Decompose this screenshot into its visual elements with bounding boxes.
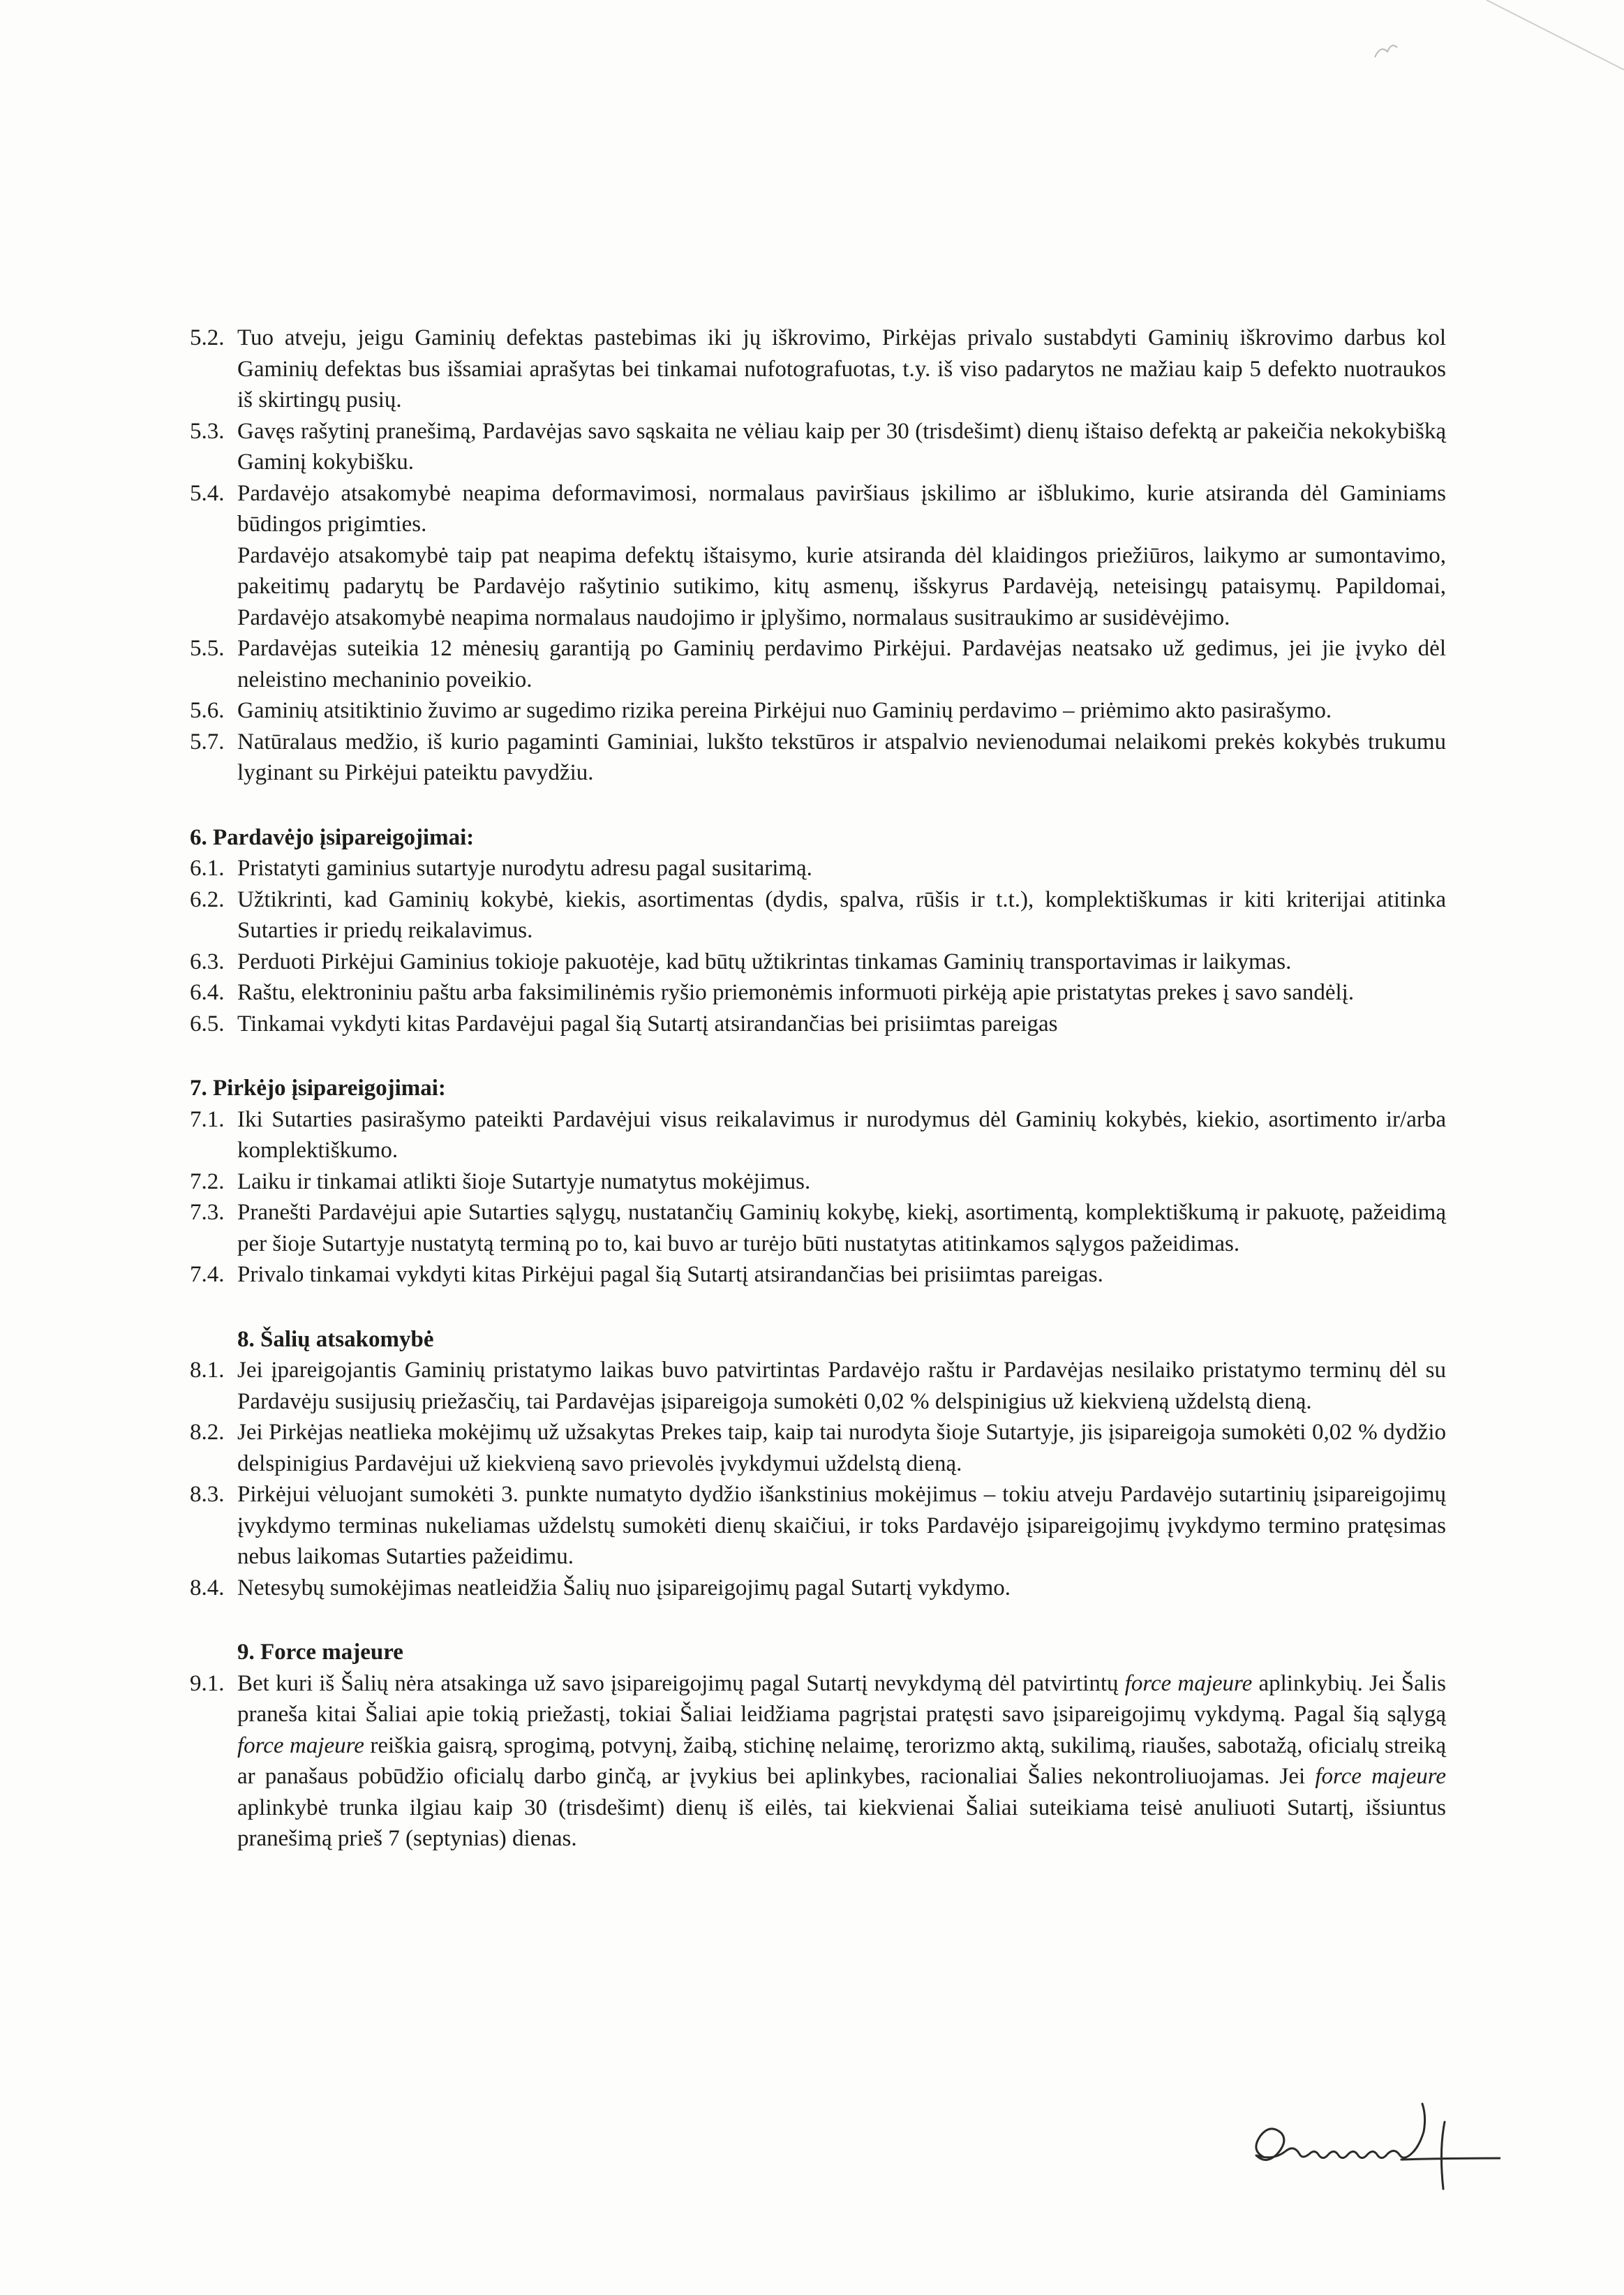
clause-6-4: 6.4. Raštu, elektroniniu paštu arba faksimilinėmis ryšio priemonėmis informuoti pirkėją apie pristatytas prekes į savo sandėlį. [190, 980, 1355, 1005]
handwritten-signature [1235, 2101, 1500, 2192]
force-majeure-term: force majeure [1315, 1764, 1446, 1789]
force-majeure-term: force majeure [1124, 1670, 1253, 1696]
clause-9-1: 9.1. Bet kuri iš Šalių nėra atsakinga už savo įsipareigojimų pagal Sutartį nevykdymą dėl patvirtintų force majeure aplinkybių. Jei Šalis praneša kitai Šaliai apie tokią priežastį, tokiai Šaliai leidžiama pagrįstai pratęsti savo įsipareigojimų vykdymą. Pagal šią sąlygą force majeure reiškia gaisrą, sprogimą, potvynį, žaibą, stichinę nelaimę, terorizmo aktą, sukilimą, riaušes, sabotažą, oficialų streiką ar panašaus pobūdžio oficialų darbo ginčą, ar įvykius bei aplinkybes, racionaliai Šalies nekontroliuojamas. Jei force majeure aplinkybė trunka ilgiau kaip 30 (trisdešimt) dienų iš eilės, tai kiekvienai Šaliai suteikiama teisė anuliuoti Sutartį, išsiuntus pranešimą prieš 7 (septynias) dienas. [190, 1670, 1447, 1851]
clause-5-7: 5.7. Natūralaus medžio, iš kurio pagaminti Gaminiai, lukšto tekstūros ir atspalvio nevienodumai nelaikomi prekės kokybės trukumu lyginant su Pirkėjui pateiktu pavydžiu. [190, 729, 1446, 785]
section-6 [190, 822, 1446, 1040]
section-8-heading: 8. Šalių atsakomybė [237, 1326, 434, 1352]
clause-5-5: 5.5. Pardavėjas suteikia 12 mėnesių garantiją po Gaminių perdavimo Pirkėjui. Pardavėjas neatsako už gedimus, jei jie įvyko dėl neleistino mechaninio poveikio. [190, 636, 1446, 692]
force-majeure-term: force majeure [237, 1732, 364, 1758]
clause-5-6: 5.6. Gaminių atsitiktinio žuvimo ar sugedimo rizika pereina Pirkėjui nuo Gaminių perdavimo – priėmimo akto pasirašymo. [190, 698, 1332, 723]
clause-8-4: 8.4. Netesybų sumokėjimas neatleidžia Šalių nuo įsipareigojimų pagal Sutartį vykdymo. [190, 1575, 1011, 1600]
clause-7-3: 7.3. Pranešti Pardavėjui apie Sutarties sąlygų, nustatančių Gaminių kokybę, kiekį, asortimentą, komplektiškumą ir pakuotę, pažeidimą per šioje Sutartyje nustatytą terminą po to, kai buvo ar turėjo būti nustatytas atitinkamos sąlygos pažeidimas. [190, 1200, 1446, 1256]
clause-6-2: 6.2. Užtikrinti, kad Gaminių kokybė, kiekis, asortimentas (dydis, spalva, rūšis ir t.t.), komplektiškumas ir kiti kriterijai atitinka Sutarties ir priedų reikalavimus. [190, 886, 1446, 943]
section-9 [190, 1637, 1446, 1855]
clause-8-2: 8.2. Jei Pirkėjas neatlieka mokėjimų už užsakytas Prekes taip, kaip tai nurodyta šioje Sutartyje, jis įsipareigoja sumokėti 0,02 % dydžio delspinigius Pardavėjui už kiekvieną savo prievolės įvykdymui uždelstą dieną. [190, 1420, 1446, 1476]
scan-smudge [1368, 36, 1410, 64]
section-5 [190, 322, 1446, 789]
clause-7-2: 7.2. Laiku ir tinkamai atlikti šioje Sutartyje numatytus mokėjimus. [190, 1168, 811, 1194]
clause-6-5: 6.5. Tinkamai vykdyti kitas Pardavėjui pagal šią Sutartį atsirandančias bei prisiimtas pareigas [190, 1011, 1058, 1037]
document-body [190, 322, 1446, 1855]
section-7-heading: 7. Pirkėjo įsipareigojimai: [190, 1076, 446, 1101]
clause-6-1: 6.1. Pristatyti gaminius sutartyje nurodytu adresu pagal susitarimą. [190, 856, 812, 881]
clause-7-4: 7.4. Privalo tinkamai vykdyti kitas Pirkėjui pagal šią Sutartį atsirandančias bei prisiimtas pareigas. [190, 1262, 1103, 1287]
clause-8-1: 8.1. Jei įpareigojantis Gaminių pristatymo laikas buvo patvirtintas Pardavėjo raštu ir Pardavėjas nesilaiko pristatymo terminų dėl su Pardavėju susijusių priežasčių, tai Pardavėjas įsipareigoja sumokėti 0,02 % delspinigius už kiekvieną uždelstą dieną. [190, 1358, 1446, 1414]
clause-8-3: 8.3. Pirkėjui vėluojant sumokėti 3. punkte numatyto dydžio išankstinius mokėjimus – tokiu atveju Pardavėjo sutartinių įsipareigojimų įvykdymo terminas nukeliamas uždelstų sumokėti dienų skaičiui, ir toks Pardavėjo įsipareigojimų įvykdymo termino pratęsimas nebus laikomas Sutarties pažeidimu. [190, 1482, 1446, 1569]
clause-5-2: 5.2. Tuo atveju, jeigu Gaminių defektas pastebimas iki jų iškrovimo, Pirkėjas privalo sustabdyti Gaminių iškrovimo darbus kol Gaminių defektas bus išsamiai aprašytas bei tinkamai nufotografuotas, t.y. iš viso padarytos ne mažiau kaip 5 defekto nuotraukos iš skirtingų pusių. [190, 325, 1446, 413]
section-6-heading: 6. Pardavėjo įsipareigojimai: [190, 824, 475, 850]
clause-5-3: 5.3. Gavęs rašytinį pranešimą, Pardavėjas savo sąskaita ne vėliau kaip per 30 (trisdešimt) dienų ištaiso defektą ar pakeičia nekokybišką Gaminį kokybišku. [190, 418, 1446, 475]
clause-7-1: 7.1. Iki Sutarties pasirašymo pateikti Pardavėjui visus reikalavimus ir nurodymus dėl Gaminių kokybės, kiekio, asortimento ir/arba komplektiškumo. [190, 1106, 1446, 1163]
section-7 [190, 1073, 1446, 1291]
clause-5-4: 5.4. Pardavėjo atsakomybė neapima deformavimosi, normalaus paviršiaus įskilimo ar išblukimo, kurie atsiranda dėl Gaminiams būdingos prigimties. [190, 480, 1446, 537]
section-9-heading: 9. Force majeure [237, 1640, 403, 1665]
clause-6-3: 6.3. Perduoti Pirkėjui Gaminius tokioje pakuotėje, kad būtų užtikrintas tinkamas Gaminių transportavimas ir laikymas. [190, 949, 1292, 974]
clause-5-4-continued: Pardavėjo atsakomybė taip pat neapima defektų ištaisymo, kurie atsiranda dėl klaidingos priežiūros, laikymo ar sumontavimo, pakeitimų padarytų be Pardavėjo rašytinio sutikimo, kitų asmenų, išskyrus Pardavėją, neteisingų pataisymų. Papildomai, Pardavėjo atsakomybė neapima normalaus naudojimo ir įplyšimo, normalaus susitraukimo ar susidėvėjimo. [237, 542, 1446, 630]
section-8 [190, 1324, 1446, 1604]
